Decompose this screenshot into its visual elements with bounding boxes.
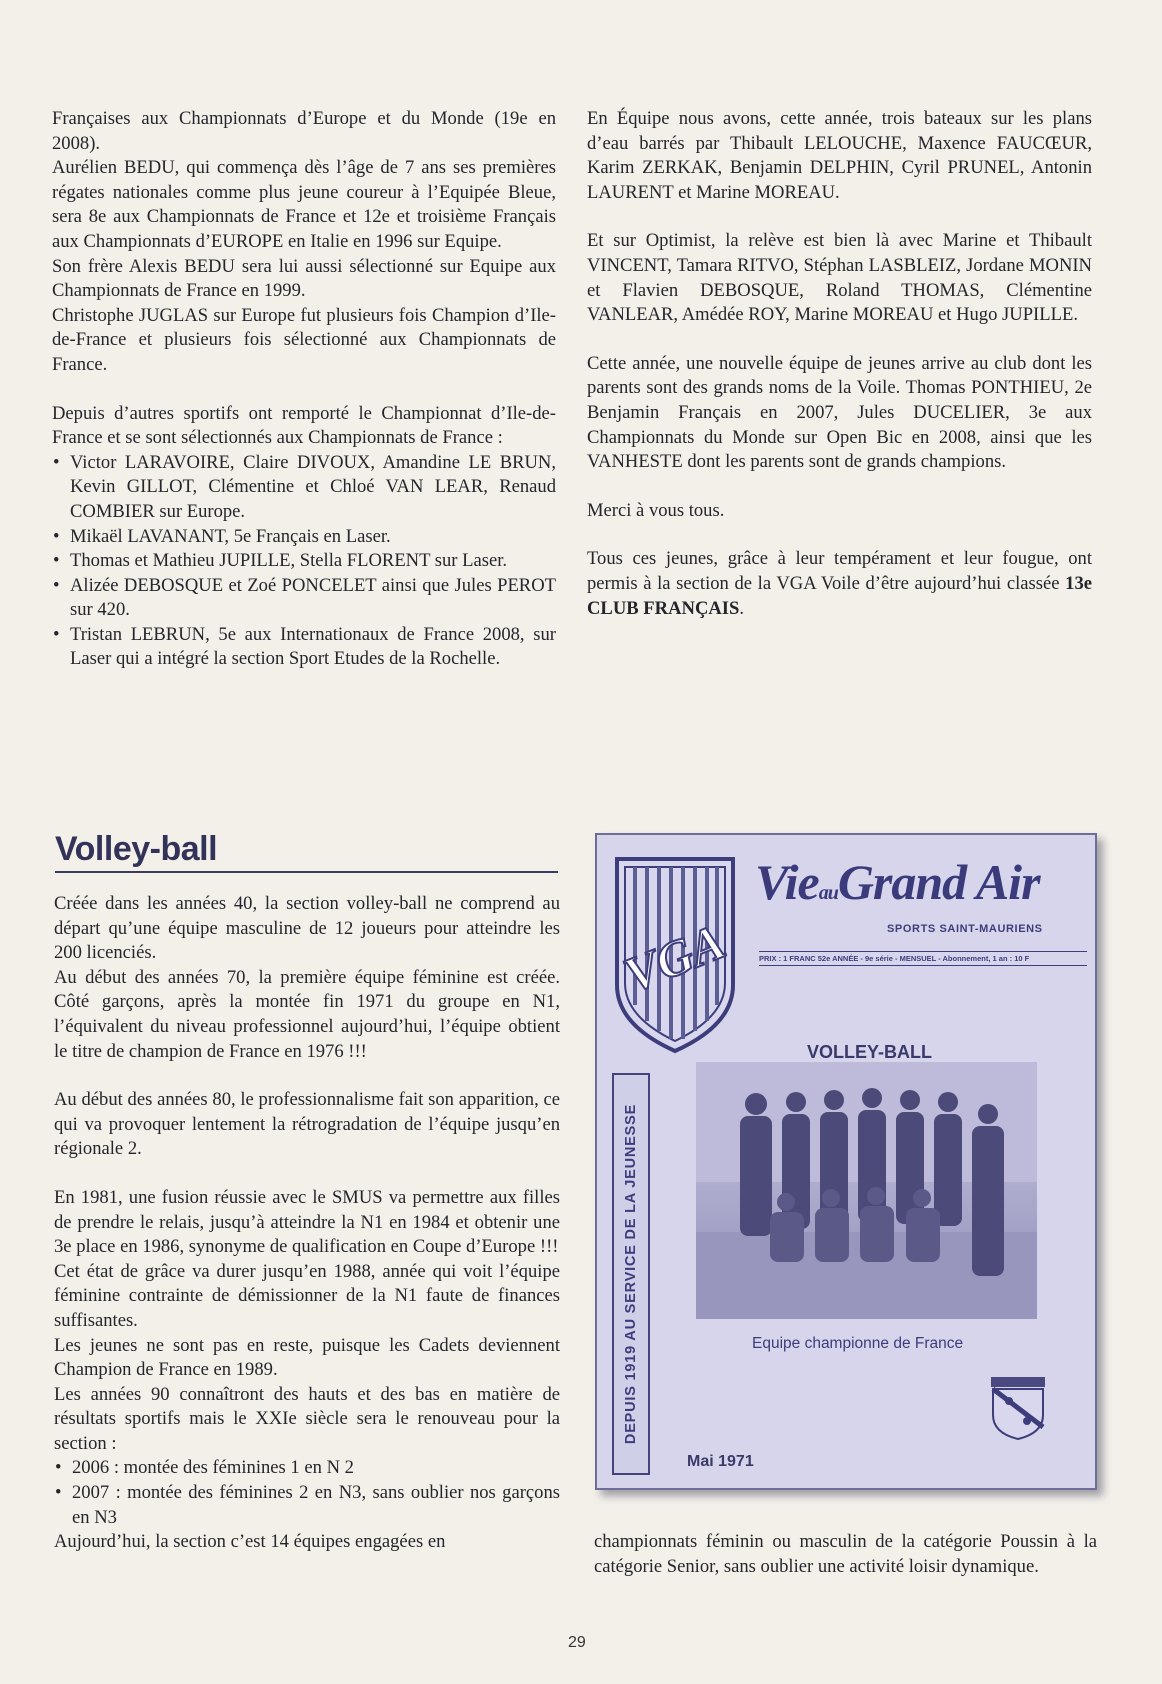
paragraph: Et sur Optimist, la relève est bien là avec Marine et Thibault VINCENT, Tamara RITVO, Stéphan LASBLEIZ, Jordane MONIN et Flavien DEBOSQUE, Roland THOMAS, Clémentine VANLEAR, Amédée ROY, Marine MOREAU et Hugo JUPILLE. bbox=[587, 230, 1092, 326]
banner-text: DEPUIS 1919 AU SERVICE DE LA JEUNESSE bbox=[623, 1103, 639, 1445]
title-part: Grand Air bbox=[837, 854, 1040, 910]
closing-paragraph bbox=[587, 547, 1092, 621]
title-part: au bbox=[818, 882, 838, 904]
page-number: 29 bbox=[568, 1634, 586, 1651]
paragraph: Depuis d’autres sportifs ont remporté le Championnat d’Ile-de-France et se sont sélectionnés aux Championnats de France : bbox=[52, 402, 556, 449]
price-bar: PRIX : 1 FRANC 52e ANNÉE - 9e série - MENSUEL - Abonnement, 1 an : 10 F bbox=[759, 951, 1087, 966]
left-column-top bbox=[52, 107, 556, 672]
photo-caption: Equipe championne de France bbox=[752, 1335, 964, 1352]
paragraph: championnats féminin ou masculin de la catégorie Poussin à la catégorie Senior, sans oublier une activité loisir dynamique. bbox=[594, 1531, 1097, 1577]
team-photo-image bbox=[696, 1062, 1037, 1319]
paragraph: Merci à vous tous. bbox=[587, 499, 725, 521]
paragraph: Son frère Alexis BEDU sera lui aussi sélectionné sur Equipe aux Championnats de France en 1999. bbox=[52, 255, 556, 302]
paragraph: Créée dans les années 40, la section volley-ball ne comprend au départ qu’une équipe masculine de 12 joueurs pour atteindre les 200 licenciés. bbox=[54, 893, 560, 964]
closing-punct: . bbox=[739, 597, 745, 619]
left-column-bottom bbox=[54, 892, 560, 1555]
paragraph: Françaises aux Championnats d’Europe et du Monde (19e en 2008). bbox=[52, 108, 556, 154]
list-item: • Tristan LEBRUN, 5e aux Internationaux de France 2008, sur Laser qui a intégré la section Sport Etudes de la Rochelle. bbox=[52, 623, 556, 672]
right-column-bottom bbox=[594, 1530, 1097, 1579]
cover-section-label: VOLLEY-BALL bbox=[807, 1042, 932, 1062]
issue-date: Mai 1971 bbox=[687, 1453, 754, 1470]
paragraph: En Équipe nous avons, cette année, trois bateaux sur les plans d’eau barrés par Thibault LELOUCHE, Maxence FAUCŒUR, Karim ZERKAK, Benjamin DELPHIN, Cyril PRUNEL, Antonin LAURENT et Marine MOREAU. bbox=[587, 108, 1092, 203]
milestone-list bbox=[54, 1456, 560, 1530]
magazine-subtitle: SPORTS SAINT-MAURIENS bbox=[887, 923, 1043, 935]
list-item: • Victor LARAVOIRE, Claire DIVOUX, Amandine LE BRUN, Kevin GILLOT, Clémentine et Chloé VAN LEAR, Renaud COMBIER sur Europe. bbox=[52, 451, 556, 525]
paragraph: Au début des années 80, le professionnalisme fait son apparition, ce qui va provoquer lentement la rétrogradation de l’équipe jusqu’en régionale 2. bbox=[54, 1089, 560, 1160]
magazine-cover bbox=[595, 833, 1097, 1490]
paragraph: Aurélien BEDU, qui commença dès l’âge de 7 ans ses premières régates nationales comme plus jeune coureur à l’Equipée Bleue, sera 8e aux Championnats de France et 12e et troisième Français aux Championnats d’EUROPE en Italie en 1996 sur Equipe. bbox=[52, 157, 556, 252]
right-column-top bbox=[587, 107, 1092, 621]
title-part: Vie bbox=[755, 854, 819, 910]
section-heading: Volley-ball bbox=[55, 830, 558, 873]
paragraph: Les jeunes ne sont pas en reste, puisque les Cadets deviennent Champion de France en 1989. bbox=[54, 1334, 560, 1381]
shield-letters: VGA bbox=[616, 912, 733, 1004]
paragraph: Cette année, une nouvelle équipe de jeunes arrive au club dont les parents sont des grands noms de la Voile. Thomas PONTHIEU, 2e Benjamin Français en 2007, Jules DUCELIER, 3e aux Championnats du Monde sur Open Bic en 2008, ainsi que les VANHESTE dont les parents sont de grands champions. bbox=[587, 352, 1092, 473]
list-item: • Alizée DEBOSQUE et Zoé PONCELET ainsi que Jules PEROT sur 420. bbox=[52, 574, 556, 623]
list-item: • 2006 : montée des féminines 1 en N 2 bbox=[54, 1456, 560, 1481]
paragraph: Christophe JUGLAS sur Europe fut plusieurs fois Champion d’Ile-de-France et plusieurs fois sélectionné aux Championnats de France. bbox=[52, 304, 556, 375]
vertical-banner bbox=[612, 1073, 650, 1475]
list-item: • 2007 : montée des féminines 2 en N3, sans oublier nos garçons en N3 bbox=[54, 1481, 560, 1530]
sailor-list bbox=[52, 451, 556, 672]
team-photo bbox=[696, 1062, 1037, 1319]
list-item: • Thomas et Mathieu JUPILLE, Stella FLORENT sur Laser. bbox=[52, 549, 556, 574]
closing-text: Tous ces jeunes, grâce à leur tempérament et leur fougue, ont permis à la section de la VGA Voile d’être aujourd’hui classée bbox=[587, 548, 1092, 594]
paragraph: Les années 90 connaîtront des hauts et des bas en matière de résultats sportifs mais le XXIe siècle sera le renouveau pour la section : bbox=[54, 1383, 560, 1454]
paragraph: En 1981, une fusion réussie avec le SMUS va permettre aux filles de prendre le relais, jusqu’à atteindre la N1 en 1984 et obtenir une 3e place en 1986, synonyme de qualification en Coupe d’Europe !!! bbox=[54, 1186, 560, 1258]
list-item: • Mikaël LAVANANT, 5e Français en Laser. bbox=[52, 525, 556, 550]
city-crest-icon bbox=[989, 1375, 1047, 1441]
club-rank: 13e CLUB FRANÇAIS bbox=[587, 572, 1092, 619]
vga-shield-icon bbox=[613, 855, 737, 1055]
paragraph: Cet état de grâce va durer jusqu’en 1988, année qui voit l’équipe féminine contrainte de démissionner de la N1 faute de finances suffisantes. bbox=[54, 1260, 560, 1331]
paragraph: Aujourd’hui, la section c’est 14 équipes engagées en bbox=[54, 1531, 446, 1553]
paragraph: Au début des années 70, la première équipe féminine est créée. Côté garçons, après la montée fin 1971 du groupe en N1, l’équivalent du niveau professionnel aujourd’hui, l’équipe obtient le titre de champion de France en 1976 !!! bbox=[54, 966, 560, 1062]
